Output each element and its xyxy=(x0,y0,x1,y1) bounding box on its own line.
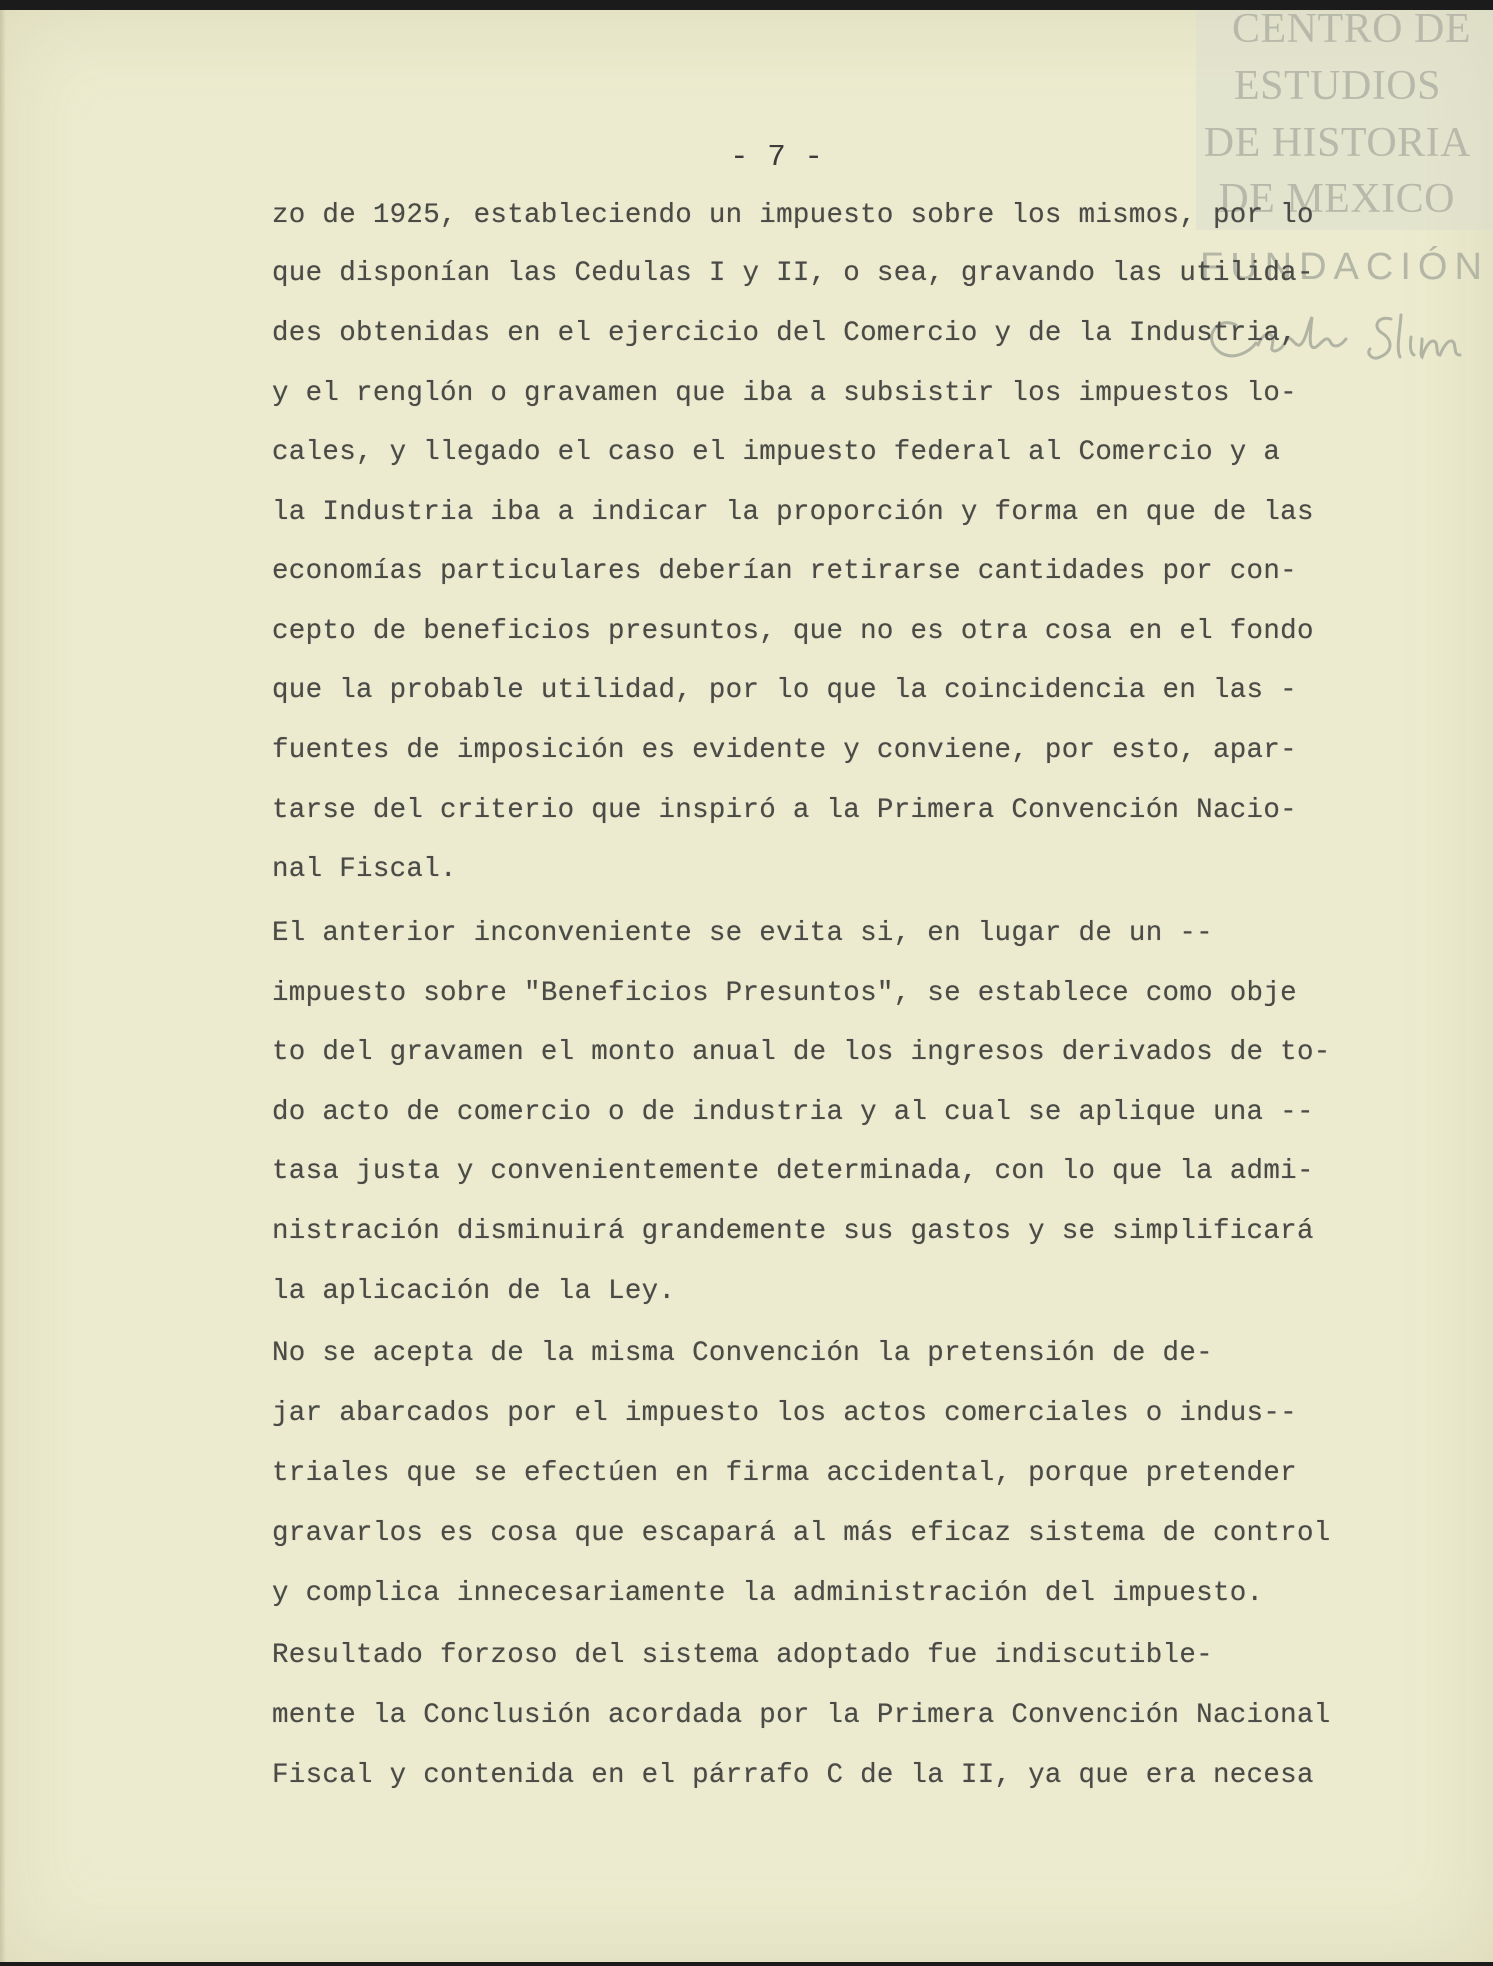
text-line: Resultado forzoso del sistema adoptado fue indiscutible- xyxy=(272,1640,1213,1671)
text-line: fuentes de imposición es evidente y conviene, por esto, apar- xyxy=(272,735,1297,766)
text-line: jar abarcados por el impuesto los actos comerciales o indus-- xyxy=(272,1398,1297,1429)
page-number: - 7 - xyxy=(730,140,824,175)
text-line: No se acepta de la misma Convención la pretensión de de- xyxy=(272,1338,1213,1369)
text-line: triales que se efectúen en firma accidental, porque pretender xyxy=(272,1458,1297,1489)
text-line: economías particulares deberían retirarse cantidades por con- xyxy=(272,556,1297,587)
stamp-line: CENTRO DE xyxy=(1232,6,1471,52)
text-line: la Industria iba a indicar la proporción y forma en que de las xyxy=(272,497,1314,528)
text-line: El anterior inconveniente se evita si, en lugar de un -- xyxy=(272,918,1213,949)
text-line: que disponían las Cedulas I y II, o sea, gravando las utilida- xyxy=(272,258,1314,289)
text-line: y el renglón o gravamen que iba a subsistir los impuestos lo- xyxy=(272,378,1297,409)
stamp-line: ESTUDIOS xyxy=(1233,63,1441,109)
stamp-line: DE MEXICO xyxy=(1218,176,1455,222)
text-line: Fiscal y contenida en el párrafo C de la II, ya que era necesa xyxy=(272,1760,1314,1791)
text-line: nistración disminuirá grandemente sus gastos y se simplificará xyxy=(272,1216,1314,1247)
text-line: to del gravamen el monto anual de los ingresos derivados de to- xyxy=(272,1037,1331,1068)
text-line: mente la Conclusión acordada por la Primera Convención Nacional xyxy=(272,1700,1331,1731)
text-line: que la probable utilidad, por lo que la coincidencia en las - xyxy=(272,675,1297,706)
stamp-line: DE HISTORIA xyxy=(1203,120,1471,166)
text-line: y complica innecesariamente la administración del impuesto. xyxy=(272,1578,1264,1609)
paper-edge xyxy=(0,10,6,1962)
text-line: la aplicación de la Ley. xyxy=(272,1276,676,1307)
text-line: cales, y llegado el caso el impuesto federal al Comercio y a xyxy=(272,437,1281,468)
text-line: gravarlos es cosa que escapará al más eficaz sistema de control xyxy=(272,1518,1331,1549)
text-line: tarse del criterio que inspiró a la Primera Convención Nacio- xyxy=(272,795,1297,826)
text-line: impuesto sobre "Beneficios Presuntos", se establece como obje xyxy=(272,978,1297,1009)
stamp-brand: FUNDACIÓN xyxy=(1200,246,1489,288)
text-line: des obtenidas en el ejercicio del Comercio y de la Industria, xyxy=(272,318,1297,349)
archive-stamp xyxy=(1196,6,1493,230)
text-line: do acto de comercio o de industria y al cual se aplique una -- xyxy=(272,1097,1314,1128)
text-line: nal Fiscal. xyxy=(272,854,457,885)
text-line: tasa justa y convenientemente determinada, con lo que la admi- xyxy=(272,1156,1314,1187)
text-line: cepto de beneficios presuntos, que no es otra cosa en el fondo xyxy=(272,616,1314,647)
text-line: zo de 1925, estableciendo un impuesto sobre los mismos, por lo xyxy=(272,200,1314,231)
